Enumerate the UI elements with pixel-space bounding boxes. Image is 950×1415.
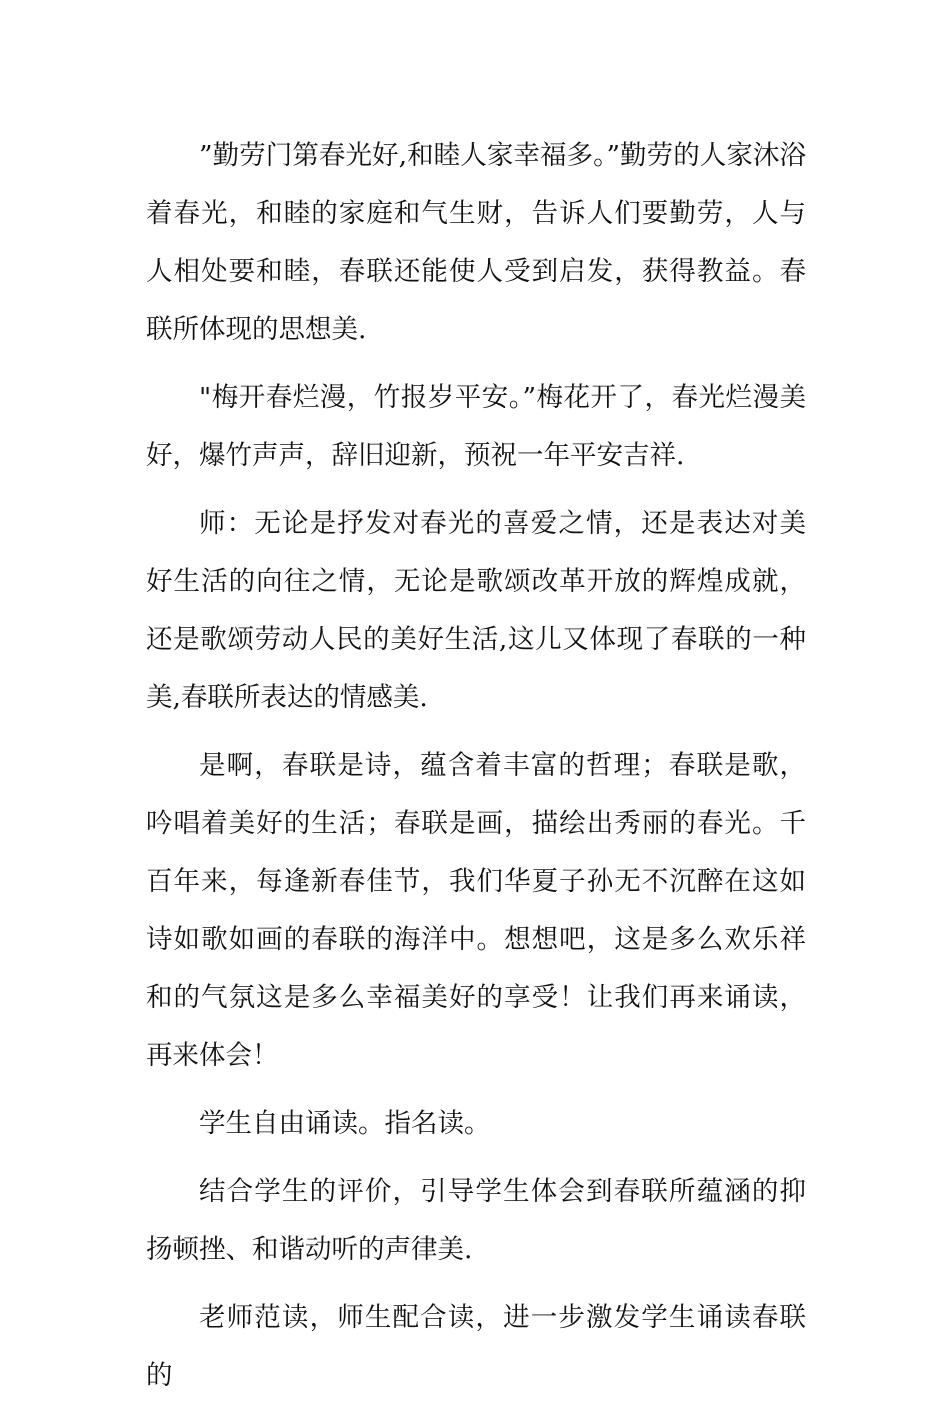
paragraph-1: ”勤劳门第春光好,和睦人家幸福多。”勤劳的人家沐浴着春光，和睦的家庭和气生财，告诉人们要勤劳，人与人相处要和睦，春联还能使人受到启发，获得教益。春联所体现的思想美.	[146, 140, 806, 345]
paragraph-3: 师：无论是抒发对春光的喜爱之情，还是表达对美好生活的向往之情，无论是歌颂改革开放的辉煌成就，还是歌颂劳动人民的美好生活,这儿又体现了春联的一种美,春联所表达的情感美.	[146, 508, 806, 713]
paragraph-4: 是啊，春联是诗，蕴含着丰富的哲理；春联是歌，吟唱着美好的生活；春联是画，描绘出秀丽的春光。千百年来，每逢新春佳节，我们华夏子孙无不沉醉在这如诗如歌如画的春联的海洋中。想想吧，这是多么欢乐祥和的气氛这是多么幸福美好的享受！让我们再来诵读，再来体会！	[146, 750, 806, 1071]
paragraph-6: 结合学生的评价，引导学生体会到春联所蕴涵的抑扬顿挫、和谐动听的声律美.	[146, 1176, 806, 1265]
paragraph-7: 老师范读，师生配合读，进一步激发学生诵读春联的	[146, 1302, 806, 1391]
document-body	[146, 127, 806, 1415]
paragraph-2: "梅开春烂漫，竹报岁平安。”梅花开了，春光烂漫美好，爆竹声声，辞旧迎新，预祝一年平安吉祥.	[146, 382, 806, 471]
paragraph-5: 学生自由诵读。指名读。	[199, 1108, 491, 1139]
